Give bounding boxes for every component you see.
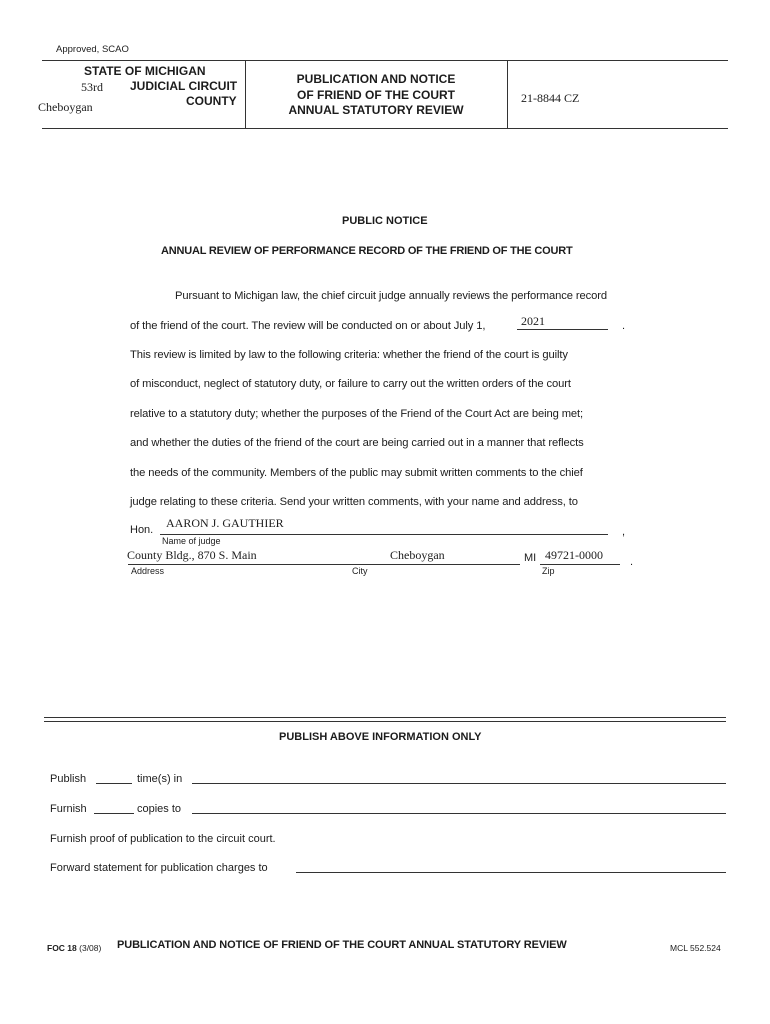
form-title-line-2: OF FRIEND OF THE COURT	[297, 87, 455, 102]
header-divider-1	[245, 60, 246, 129]
approval-note: Approved, SCAO	[56, 44, 129, 55]
furnish-label: Furnish	[50, 803, 87, 815]
review-year: 2021	[521, 314, 545, 328]
copies-label: copies to	[137, 803, 182, 815]
county-name: Cheboygan	[38, 100, 93, 114]
notice-line-7: the needs of the community. Members of the public may submit written comments to the chief	[130, 467, 583, 479]
form-title-line-3: ANNUAL STATUTORY REVIEW	[288, 103, 464, 117]
publish-rule-top	[44, 717, 726, 718]
notice-line-4: of misconduct, neglect of statutory duty, or failure to carry out the written orders of the court	[130, 378, 571, 390]
footer-form-title: PUBLICATION AND NOTICE OF FRIEND OF THE COURT ANNUAL STATUTORY REVIEW	[117, 939, 567, 951]
year-period: .	[622, 320, 626, 332]
zip-period: .	[630, 556, 634, 568]
header-divider-2	[507, 60, 508, 129]
form-code	[47, 943, 101, 953]
form-title	[250, 72, 502, 119]
forward-recipient-field[interactable]	[296, 872, 726, 873]
address-line	[128, 564, 520, 565]
publication-name-field[interactable]	[192, 783, 726, 784]
address-value: County Bldg., 870 S. Main	[127, 548, 257, 562]
state-label: STATE OF MICHIGAN	[84, 64, 206, 78]
case-number: 21-8844 CZ	[521, 91, 580, 105]
header-bottom-rule	[42, 128, 728, 129]
times-label: time(s) in	[137, 773, 183, 785]
publish-rule-bottom	[44, 721, 726, 722]
notice-line-3: This review is limited by law to the following criteria: whether the friend of the court is guilty	[130, 349, 568, 361]
statute-reference: MCL 552.524	[670, 943, 721, 953]
form-title-line-1: PUBLICATION AND NOTICE	[296, 72, 456, 86]
notice-heading: PUBLIC NOTICE	[342, 215, 428, 227]
notice-line-1: Pursuant to Michigan law, the chief circuit judge annually reviews the performance record	[175, 290, 607, 302]
county-label: COUNTY	[186, 94, 237, 108]
city-value: Cheboygan	[390, 548, 445, 562]
proof-text: Furnish proof of publication to the circuit court.	[50, 833, 276, 845]
header-top-rule	[42, 60, 728, 61]
notice-line-5: relative to a statutory duty; whether the purposes of the Friend of the Court Act are being met;	[130, 408, 584, 420]
judge-name-line	[160, 534, 608, 535]
publish-label: Publish	[50, 773, 87, 785]
notice-subheading: ANNUAL REVIEW OF PERFORMANCE RECORD OF THE FRIEND OF THE COURT	[161, 245, 573, 257]
judge-comma: ,	[622, 526, 626, 538]
state-value: MI	[524, 552, 537, 564]
furnish-count-field[interactable]	[94, 813, 134, 814]
form-code-number: FOC 18	[47, 943, 77, 953]
notice-line-6: and whether the duties of the friend of the court are being carried out in a manner that reflects	[130, 437, 584, 449]
name-caption: Name of judge	[162, 536, 221, 546]
copies-recipient-field[interactable]	[192, 813, 726, 814]
city-caption: City	[352, 566, 368, 576]
year-underline	[517, 329, 608, 330]
zip-caption: Zip	[542, 566, 555, 576]
circuit-number: 53rd	[81, 80, 103, 94]
notice-line-8: judge relating to these criteria. Send your written comments, with your name and address, to	[130, 496, 578, 508]
forward-text: Forward statement for publication charges to	[50, 862, 268, 874]
zip-line	[540, 564, 620, 565]
judge-name: AARON J. GAUTHIER	[166, 516, 284, 530]
form-code-date: (3/08)	[79, 943, 102, 953]
publish-heading: PUBLISH ABOVE INFORMATION ONLY	[279, 731, 482, 743]
address-caption: Address	[131, 566, 165, 576]
notice-line-2	[130, 320, 485, 332]
hon-label: Hon.	[130, 524, 154, 536]
zip-value: 49721-0000	[545, 548, 603, 562]
notice-line-2-prefix: of the friend of the court. The review will be conducted on or about July 1,	[130, 320, 486, 332]
circuit-label: JUDICIAL CIRCUIT	[130, 79, 238, 93]
publish-count-field[interactable]	[96, 783, 132, 784]
